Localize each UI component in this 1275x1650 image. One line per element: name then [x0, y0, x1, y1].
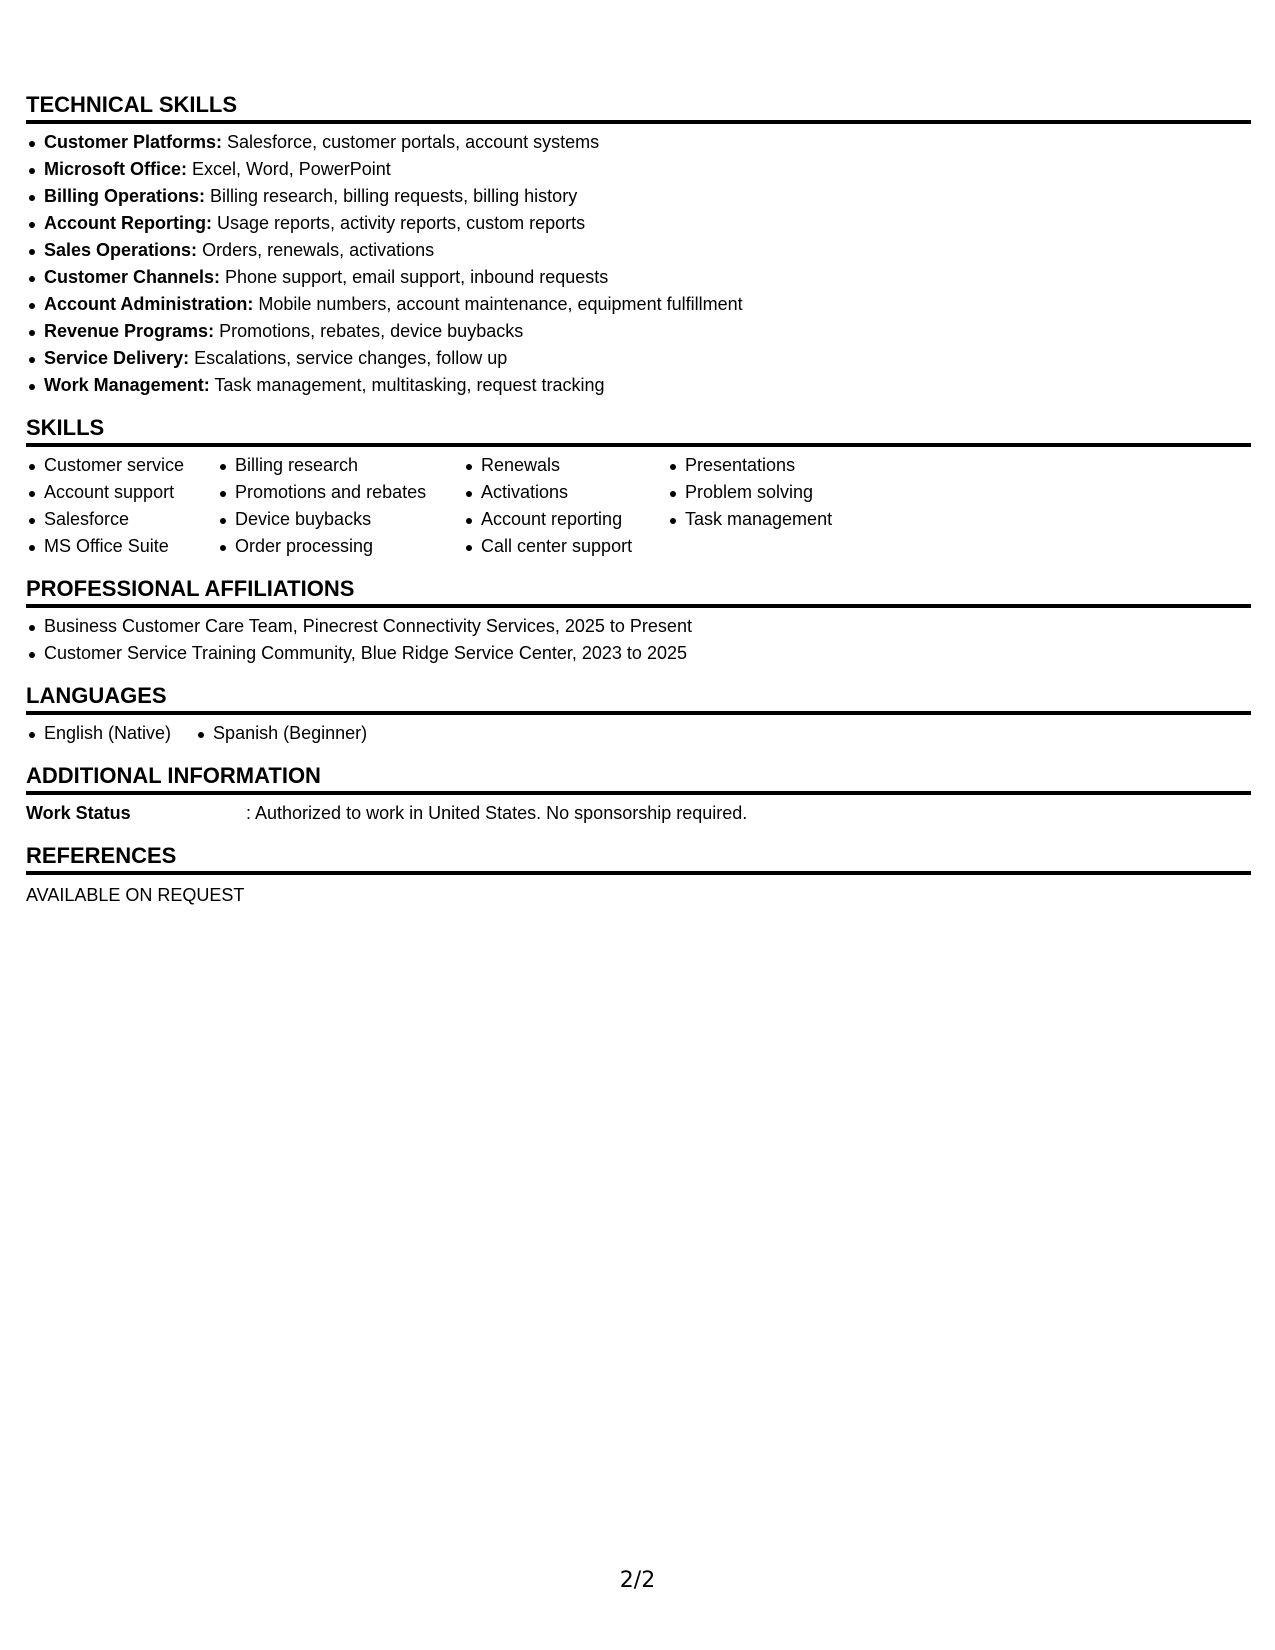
list-item: Renewals [481, 452, 667, 479]
item-label: Account Administration: [44, 294, 254, 314]
list-item: Order processing [235, 533, 463, 560]
skills-column [217, 452, 463, 560]
list-item: Salesforce [44, 506, 217, 533]
item-text: Promotions, rebates, device buybacks [214, 321, 524, 341]
list-item: Account support [44, 479, 217, 506]
skills-grid [26, 452, 1251, 560]
list-item [44, 156, 1251, 183]
technical-skills-section [26, 92, 1251, 399]
list-item: Call center support [481, 533, 667, 560]
item-text: Usage reports, activity reports, custom reports [212, 213, 586, 233]
skills-column [26, 452, 217, 560]
list-item: MS Office Suite [44, 533, 217, 560]
list-item [44, 237, 1251, 264]
additional-info-section [26, 763, 1251, 827]
languages-section [26, 683, 1251, 747]
item-label: Service Delivery: [44, 348, 190, 368]
list-item: Account reporting [481, 506, 667, 533]
item-label: Billing Operations: [44, 186, 206, 206]
list-item: Task management [685, 506, 885, 533]
item-label: Sales Operations: [44, 240, 198, 260]
item-label: Customer Platforms: [44, 132, 223, 152]
list-item: Customer service [44, 452, 217, 479]
list-item [44, 264, 1251, 291]
item-text: Billing research, billing requests, billing history [205, 186, 578, 206]
technical-skills-heading: TECHNICAL SKILLS [26, 92, 1251, 124]
languages-heading: LANGUAGES [26, 683, 1251, 715]
list-item: Device buybacks [235, 506, 463, 533]
list-item [44, 183, 1251, 210]
item-label: Microsoft Office: [44, 159, 188, 179]
list-item: Spanish (Beginner) [195, 720, 367, 747]
list-item: Promotions and rebates [235, 479, 463, 506]
additional-info-heading: ADDITIONAL INFORMATION [26, 763, 1251, 795]
resume-page [26, 92, 1251, 909]
item-text: Mobile numbers, account maintenance, equipment fulfillment [253, 294, 743, 314]
list-item [44, 318, 1251, 345]
skills-column [667, 452, 885, 560]
skills-heading: SKILLS [26, 415, 1251, 447]
list-item [44, 129, 1251, 156]
list-item: Presentations [685, 452, 885, 479]
list-item [44, 291, 1251, 318]
item-text: Escalations, service changes, follow up [189, 348, 508, 368]
item-text: Phone support, email support, inbound requests [220, 267, 609, 287]
list-item: English (Native) [26, 720, 171, 747]
item-label: Work Management: [44, 375, 210, 395]
item-label: Account Reporting: [44, 213, 212, 233]
item-text: Excel, Word, PowerPoint [187, 159, 391, 179]
skills-section [26, 415, 1251, 560]
skills-column [463, 452, 667, 560]
references-heading: REFERENCES [26, 843, 1251, 875]
item-text: Task management, multitasking, request tracking [209, 375, 605, 395]
references-section [26, 843, 1251, 909]
list-item: Customer Service Training Community, Blue Ridge Service Center, 2023 to 2025 [44, 640, 1251, 667]
work-status-row [26, 800, 1251, 827]
item-label: Revenue Programs: [44, 321, 215, 341]
page-number: 2/2 [619, 1568, 656, 1593]
list-item: Activations [481, 479, 667, 506]
list-item: Billing research [235, 452, 463, 479]
item-text: Orders, renewals, activations [197, 240, 435, 260]
affiliations-heading: PROFESSIONAL AFFILIATIONS [26, 576, 1251, 608]
work-status-value: : Authorized to work in United States. No sponsorship required. [246, 803, 748, 823]
languages-list [26, 720, 1251, 747]
list-item: Business Customer Care Team, Pinecrest Connectivity Services, 2025 to Present [44, 613, 1251, 640]
technical-skills-list [26, 129, 1251, 399]
item-text: Salesforce, customer portals, account systems [222, 132, 600, 152]
list-item: Problem solving [685, 479, 885, 506]
list-item [44, 372, 1251, 399]
item-label: Customer Channels: [44, 267, 221, 287]
affiliations-section [26, 576, 1251, 667]
list-item [44, 345, 1251, 372]
list-item [44, 210, 1251, 237]
references-text: AVAILABLE ON REQUEST [26, 885, 245, 905]
affiliations-list [26, 613, 1251, 667]
work-status-label: Work Status [26, 803, 131, 823]
